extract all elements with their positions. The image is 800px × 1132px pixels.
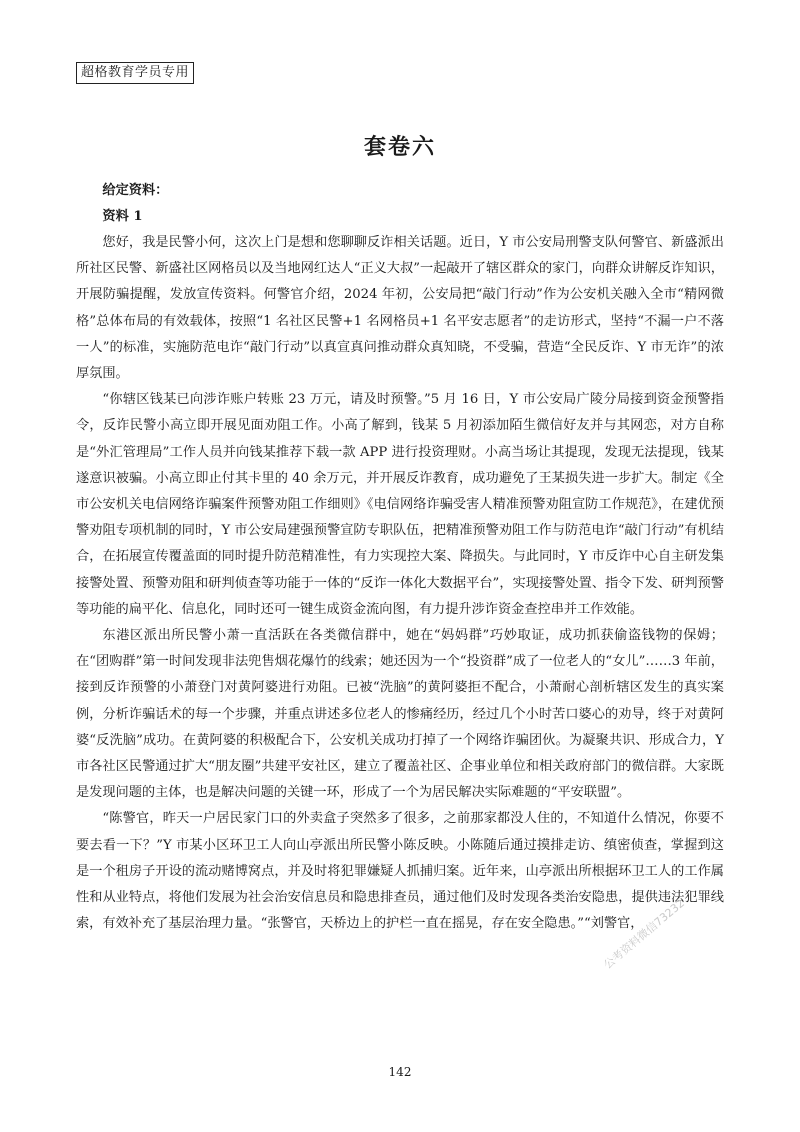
page-number: 142 <box>388 1065 412 1079</box>
paragraph: “你辖区钱某已向涉诈账户转账 23 万元，请及时预警。”5 月 16 日，Y 市公安局广陵分局接到资金预警指令，反诈民警小高立即开展见面劝阻工作。小高了解到，钱某 5 月初添加陌生微信好友并与其网恋，对方自称是“外汇管理局”工作人员并向钱某推荐下载一款 APP 进行投资理财。小高当场让其提现，发现无法提现，钱某遂意识被骗。小高立即止付其卡里的 40 余万元，并开展反诈教育，成功避免了王某损失进一步扩大。制定《全市公安机关电信网络诈骗案件预警劝阻工作细则》《电信网络诈骗受害人精准预警劝阻宣防工作规范》，在建优预警劝阻专项机制的同时，Y 市公安局建强预警宣防专职队伍，把精准预警劝阻工作与防范电诈“敲门行动”有机结合，在拓展宣传覆盖面的同时提升防范精准性，有力实现控大案、降损失。与此同时，Y 市反诈中心自主研发集接警处置、预警劝阻和研判侦查等功能于一体的“反诈一体化大数据平台”，实现接警处置、指令下发、研判预警等功能的扁平化、信息化，同时还可一键生成资金流向图，有力提升涉诈资金查控串并工作效能。 <box>76 392 724 617</box>
paragraph: 东港区派出所民警小萧一直活跃在各类微信群中，她在“妈妈群”巧妙取证，成功抓获偷盗钱物的保姆；在“团购群”第一时间发现非法兜售烟花爆竹的线索；她还因为一个“投资群”成了一位老人的“女儿”……3 年前，接到反诈预警的小萧登门对黄阿婆进行劝阻。已被“洗脑”的黄阿婆拒不配合，小萧耐心剖析辖区发生的真实案例，分析诈骗话术的每一个步骤，并重点讲述多位老人的惨痛经历，经过几个小时苦口婆心的劝导，终于对黄阿婆“反洗脑”成功。在黄阿婆的积极配合下，公安机关成功打掉了一个网络诈骗团伙。为凝聚共识、形成合力，Y 市各社区民警通过扩大“朋友圈”共建平安社区，建立了覆盖社区、企事业单位和相关政府部门的微信群。大家既是发现问题的主体，也是解决问题的关键一环，形成了一个为居民解决实际难题的“平安联盟”。 <box>76 628 724 801</box>
watermark: 公考资料微信73232 <box>601 896 688 972</box>
document-body <box>76 178 724 937</box>
header-label: 超格教育学员专用 <box>76 62 194 84</box>
paragraph: “陈警官，昨天一户居民家门口的外卖盒子突然多了很多，之前那家都没人住的，不知道什么情况，你要不要去看一下？”Y 市某小区环卫工人向山亭派出所民警小陈反映。小陈随后通过摸排走访、缜密侦查，掌握到这是一个租房子开设的流动赌博窝点，并及时将犯罪嫌疑人抓捕归案。近年来，山亭派出所根据环卫工人的工作属性和从业特点，将他们发展为社会治安信息员和隐患排查员，通过他们及时发现各类治安隐患，提供违法犯罪线索，有效补充了基层治理力量。“张警官，天桥边上的护栏一直在摇晃，存在安全隐患。”“刘警官， <box>76 811 724 932</box>
section-heading: 给定资料： <box>102 183 169 198</box>
page-title: 套卷六 <box>363 134 436 160</box>
material-heading: 资料 1 <box>102 209 143 224</box>
paragraph: 您好，我是民警小何，这次上门是想和您聊聊反诈相关话题。近日，Y 市公安局刑警支队何警官、新盛派出所社区民警、新盛社区网格员以及当地网红达人“正义大叔”一起敲开了辖区群众的家门，向群众讲解反诈知识，开展防骗提醒，发放宣传资料。何警官介绍，2024 年初，公安局把“敲门行动”作为公安机关融入全市“精网微格”总体布局的有效载体，按照“1 名社区民警+1 名网格员+1 名平安志愿者”的走访形式，坚持“不漏一户不落一人”的标准，实施防范电诈“敲门行动”以真宣真问推动群众真知晓，不受骗，营造“全民反诈、Y 市无诈”的浓厚氛围。 <box>76 235 724 382</box>
